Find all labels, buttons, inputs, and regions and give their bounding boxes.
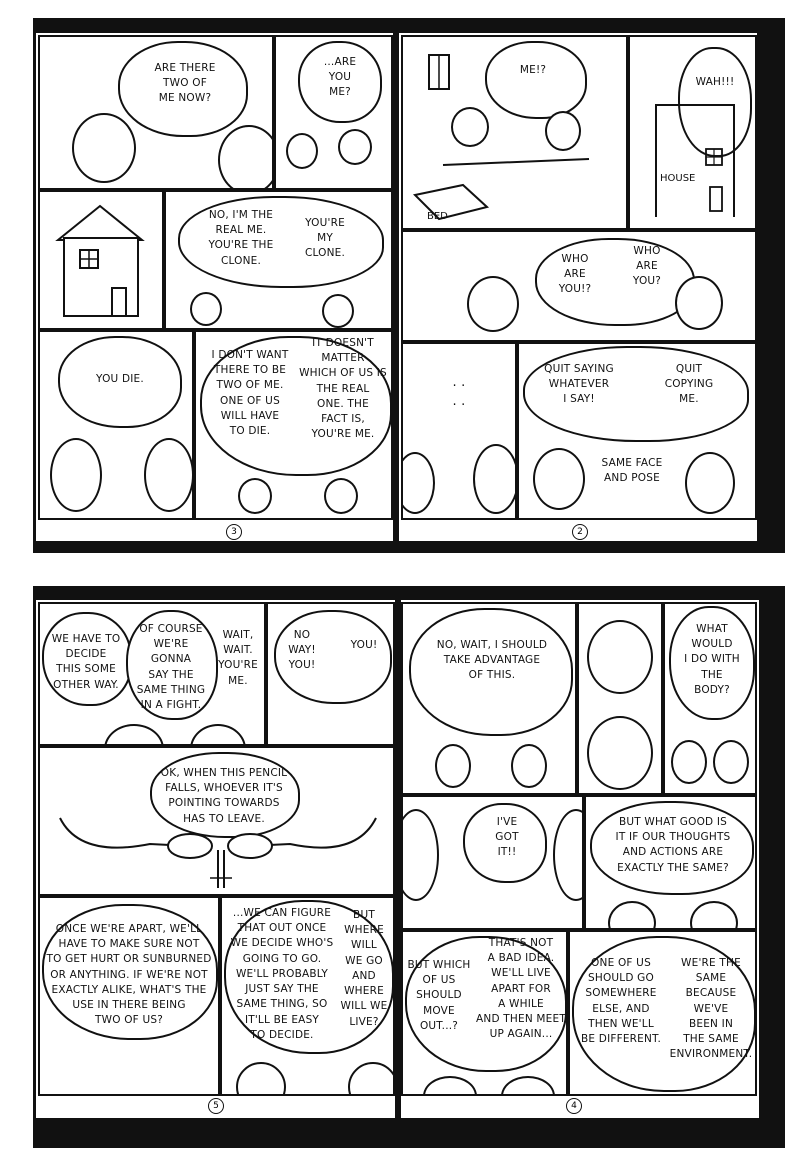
character-head — [104, 724, 164, 746]
bubble-text: WHO ARE YOU? — [632, 245, 662, 288]
character-head — [473, 444, 517, 514]
page-number: 5 — [208, 1098, 224, 1114]
bubble-text: WE'RE THE SAME BECAUSE WE'VE BEEN IN THE SAME ENVIRONMENT. — [669, 957, 753, 1061]
panel-5-1 — [38, 602, 266, 746]
panel-3-3 — [38, 190, 164, 330]
panel-5-2 — [266, 602, 395, 746]
panel-4-3 — [663, 602, 757, 795]
panel-2-1 — [401, 35, 628, 230]
bubble-text: YOU DIE. — [96, 373, 144, 385]
bubble-text: IT DOESN'T MATTER WHICH OF US IS THE REAL ONE. THE FACT IS, YOU'RE ME. — [299, 337, 387, 441]
bubble-text: QUIT SAYING WHATEVER I SAY! — [544, 363, 614, 406]
house-drawing — [630, 37, 757, 230]
character-head — [587, 716, 653, 790]
character-head — [671, 740, 707, 784]
caption-text: SAME FACE AND POSE — [601, 457, 663, 485]
character-head — [322, 294, 354, 328]
bubble-text: ONE OF US SHOULD GO SOMEWHERE ELSE, AND THEN WE'LL BE DIFFERENT. — [581, 957, 661, 1046]
bubble-text: ...WE CAN FIGURE THAT OUT ONCE WE DECIDE WHO'S GOING TO GO. WE'LL PROBABLY JUST SAY THE SAME THING, SO IT'LL BE EASY TO DECIDE. — [230, 907, 334, 1041]
character-head — [587, 620, 653, 694]
bubble-text: NO WAY! YOU! — [288, 629, 316, 672]
panel-4-2 — [577, 602, 663, 795]
bubble-text: YOU! — [350, 639, 378, 651]
character-head — [451, 107, 489, 147]
panel-4-5 — [584, 795, 757, 930]
bubble-text: OF COURSE WE'RE GONNA SAY THE SAME THING IN A FIGHT. — [136, 623, 206, 712]
ellipsis-text: . . . . — [452, 375, 466, 409]
character-head — [533, 448, 585, 510]
bubble-text: BUT WHERE WILL WE GO AND WHERE WILL WE LIVE? — [340, 909, 388, 1028]
bubble-text: NO, I'M THE REAL ME. YOU'RE THE CLONE. — [208, 209, 274, 267]
bubble-text: THAT'S NOT A BAD IDEA. WE'LL LIVE APART FOR A WHILE AND THEN MEET UP AGAIN... — [476, 937, 566, 1041]
character-head — [545, 111, 581, 151]
bubble-text: BUT WHICH OF US SHOULD MOVE OUT...? — [407, 959, 471, 1032]
panel-3-6 — [194, 330, 393, 520]
character-head — [401, 452, 435, 514]
character-head — [511, 744, 547, 788]
character-head — [423, 1076, 477, 1096]
character-head — [218, 125, 274, 190]
page-number: 4 — [566, 1098, 582, 1114]
character-head — [675, 276, 723, 330]
panel-5-4 — [38, 896, 220, 1096]
panel-4-7 — [568, 930, 757, 1096]
character-head — [338, 129, 372, 165]
bubble-text: QUIT COPYING ME. — [664, 363, 714, 406]
character-head — [238, 478, 272, 514]
bubble-text: NO, WAIT, I SHOULD TAKE ADVANTAGE OF THIS. — [436, 639, 548, 682]
bubble-text: WE HAVE TO DECIDE THIS SOME OTHER WAY. — [51, 633, 121, 691]
bed-label: BED — [427, 211, 448, 222]
character-head — [713, 740, 749, 784]
character-head — [72, 113, 136, 183]
pencil-drawing — [40, 748, 395, 896]
bubble-text: WAIT, WAIT. YOU'RE ME. — [218, 629, 258, 687]
character-head — [690, 901, 738, 930]
character-head — [190, 724, 246, 746]
character-head — [553, 809, 584, 901]
panel-2-5 — [517, 342, 757, 520]
character-head — [501, 1076, 555, 1096]
panel-3-1 — [38, 35, 274, 190]
bubble-text: ARE THERE TWO OF ME NOW? — [154, 62, 216, 105]
panel-3-2 — [274, 35, 393, 190]
panel-4-4 — [401, 795, 584, 930]
bubble-text: ...ARE YOU ME? — [323, 56, 357, 99]
bubble-text: I DON'T WANT THERE TO BE TWO OF ME. ONE OF US WILL HAVE TO DIE. — [211, 349, 289, 438]
page-number: 2 — [572, 524, 588, 540]
panel-3-4 — [164, 190, 393, 330]
character-head — [236, 1062, 286, 1096]
character-head — [467, 276, 519, 332]
bubble-text: YOU'RE MY CLONE. — [304, 217, 346, 260]
character-head — [685, 452, 735, 514]
bubble-text: WAH!!! — [695, 76, 735, 88]
character-head — [144, 438, 194, 512]
bubble-text: ME!? — [519, 64, 547, 76]
bubble-text: I'VE GOT IT!! — [495, 816, 519, 859]
bubble-text: ONCE WE'RE APART, WE'LL HAVE TO MAKE SURE NOT TO GET HURT OR SUNBURNED OR ANYTHING. IF WE'RE NOT EXACTLY ALIKE, WHAT'S THE USE IN THERE BEING TWO OF US? — [46, 923, 212, 1027]
bubble-text: WHO ARE YOU!? — [558, 253, 592, 296]
bubble-text: WHAT WOULD I DO WITH THE BODY? — [684, 623, 740, 696]
house-drawing — [40, 192, 164, 330]
character-head — [286, 133, 318, 169]
house-label: HOUSE — [660, 173, 696, 184]
bedroom-drawing — [403, 37, 628, 230]
panel-3-5 — [38, 330, 194, 520]
character-head — [435, 744, 471, 788]
character-head — [608, 901, 656, 930]
character-head — [50, 438, 102, 512]
character-head — [401, 809, 439, 901]
panel-5-3 — [38, 746, 395, 896]
panel-2-4 — [401, 342, 517, 520]
panel-4-1 — [401, 602, 577, 795]
character-head — [324, 478, 358, 514]
page-number: 3 — [226, 524, 242, 540]
panel-2-2 — [628, 35, 757, 230]
character-head — [190, 292, 222, 326]
panel-2-3 — [401, 230, 757, 342]
bubble-text: OK, WHEN THIS PENCIL FALLS, WHOEVER IT'S POINTING TOWARDS HAS TO LEAVE. — [160, 767, 288, 825]
panel-5-5 — [220, 896, 395, 1096]
character-head — [348, 1062, 395, 1096]
bubble-text: BUT WHAT GOOD IS IT IF OUR THOUGHTS AND ACTIONS ARE EXACTLY THE SAME? — [615, 816, 731, 874]
panel-4-6 — [401, 930, 568, 1096]
